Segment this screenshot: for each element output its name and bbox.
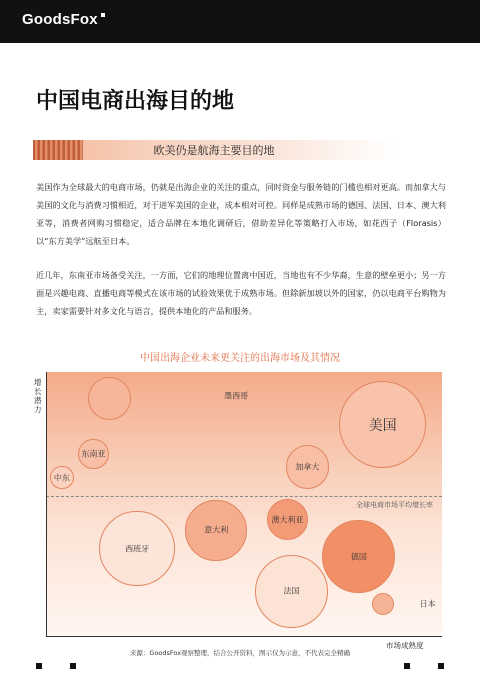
bubble-label: 加拿大 bbox=[295, 462, 320, 472]
average-growth-label: 全球电商市场平均增长率 bbox=[356, 501, 433, 509]
x-axis-label: 市场成熟度 bbox=[386, 641, 424, 650]
chart-title: 中国出海企业未来更关注的出海市场及其情况 bbox=[140, 353, 340, 364]
footer-square-icon bbox=[404, 663, 410, 669]
bubble-label: 日本 bbox=[419, 599, 436, 609]
bubble-label: 西班牙 bbox=[125, 544, 150, 554]
x-axis bbox=[46, 636, 442, 637]
average-growth-line bbox=[46, 496, 442, 497]
paragraph-1: 美国作为全球最大的电商市场，仍就是出海企业的关注的重点，同时资金与服务链的门槛也相对更高。而加拿大与美国的文化与消费习惯相近，对于进军美国的企业，成本相对可控。同样是成熟市场的德国、法国、日本、澳大利亚等，消费者网购习惯稳定，适合品牌在本地化调研后，借助差异化等策略打入市场，如花西子（Florasis）以“东方美学”远航至日本。 bbox=[36, 182, 446, 246]
bubble-label: 法国 bbox=[283, 586, 300, 596]
footer-square-icon bbox=[36, 663, 42, 669]
brand-logo[interactable]: GoodsFox bbox=[22, 11, 98, 28]
bubble-label: 意大利 bbox=[204, 525, 229, 535]
bubble-0 bbox=[88, 377, 132, 421]
page-title: 中国电商出海目的地 bbox=[36, 89, 235, 114]
banner-text: 欧美仍是航海主要目的地 bbox=[153, 144, 275, 157]
bubble-label: 墨西哥 bbox=[224, 391, 249, 401]
y-axis bbox=[46, 372, 47, 636]
section-banner bbox=[33, 140, 395, 160]
y-axis-label: 增长潜力 bbox=[34, 378, 42, 414]
paragraph-2: 近几年，东南亚市场备受关注，一方面，它们的地理位置离中国近，当地也有不少华裔，生意的壁垒更小；另一方面是兴趣电商、直播电商等模式在该市场的试验效果优于成熟市场。但除新加坡以外的国家，仍以电商平台购物为主，卖家需要针对多文化与语言，提供本地化的产品和服务。 bbox=[36, 270, 446, 316]
footer-square-icon bbox=[70, 663, 76, 669]
bubble-label: 澳大利亚 bbox=[271, 515, 304, 525]
bubble-label: 德国 bbox=[350, 552, 367, 562]
bubble-label: 中东 bbox=[53, 473, 70, 483]
source-note: 来源：GoodsFox观察整理，结合公开资料，图示仅为示意，不代表完全精确 bbox=[129, 649, 351, 657]
logo-dot-icon bbox=[101, 13, 105, 17]
top-bar bbox=[0, 0, 480, 43]
bubble-11 bbox=[372, 593, 394, 615]
bubble-label: 东南亚 bbox=[81, 449, 106, 459]
footer-square-icon bbox=[438, 663, 444, 669]
bubble-label: 美国 bbox=[368, 417, 397, 434]
